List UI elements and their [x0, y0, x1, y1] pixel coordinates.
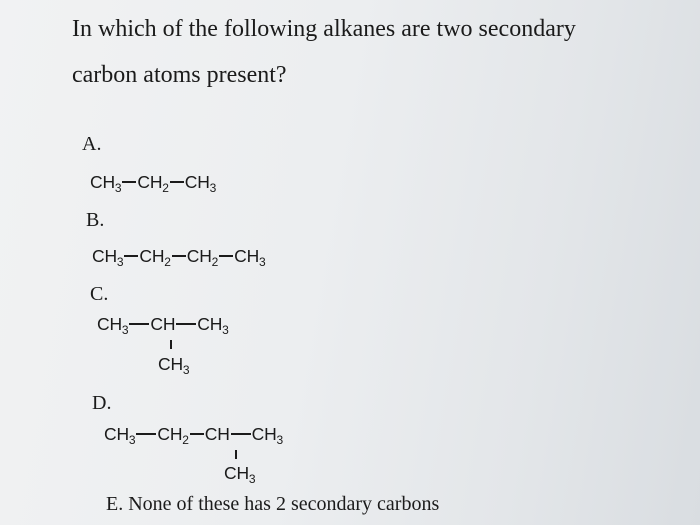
option-c-label: C.: [90, 283, 109, 305]
option-c-branch-bond: [170, 340, 172, 349]
question-text-line-2: carbon atoms present?: [72, 62, 287, 88]
option-e-text: E. None of these has 2 secondary carbons: [106, 493, 440, 515]
option-d-formula: $CH_3$ $CH_2$ CH $CH_3$: [104, 424, 284, 447]
question-text-line-1: In which of the following alkanes are two secondary: [72, 16, 576, 42]
option-d-branch: $CH_3$: [224, 463, 256, 486]
option-b-label: B.: [86, 209, 105, 231]
option-b-formula: $CH_3$ $CH_2$ $CH_2$ $CH_3$: [92, 246, 266, 269]
option-d-branch-bond: [235, 450, 237, 459]
option-c-branch: $CH_3$: [158, 354, 190, 377]
option-a-formula: $CH_3$ $CH_2$ $CH_3$: [90, 172, 217, 195]
option-d-label: D.: [92, 392, 112, 414]
option-c-formula: $CH_3$ CH $CH_3$: [97, 314, 229, 337]
option-a-label: A.: [82, 133, 102, 155]
